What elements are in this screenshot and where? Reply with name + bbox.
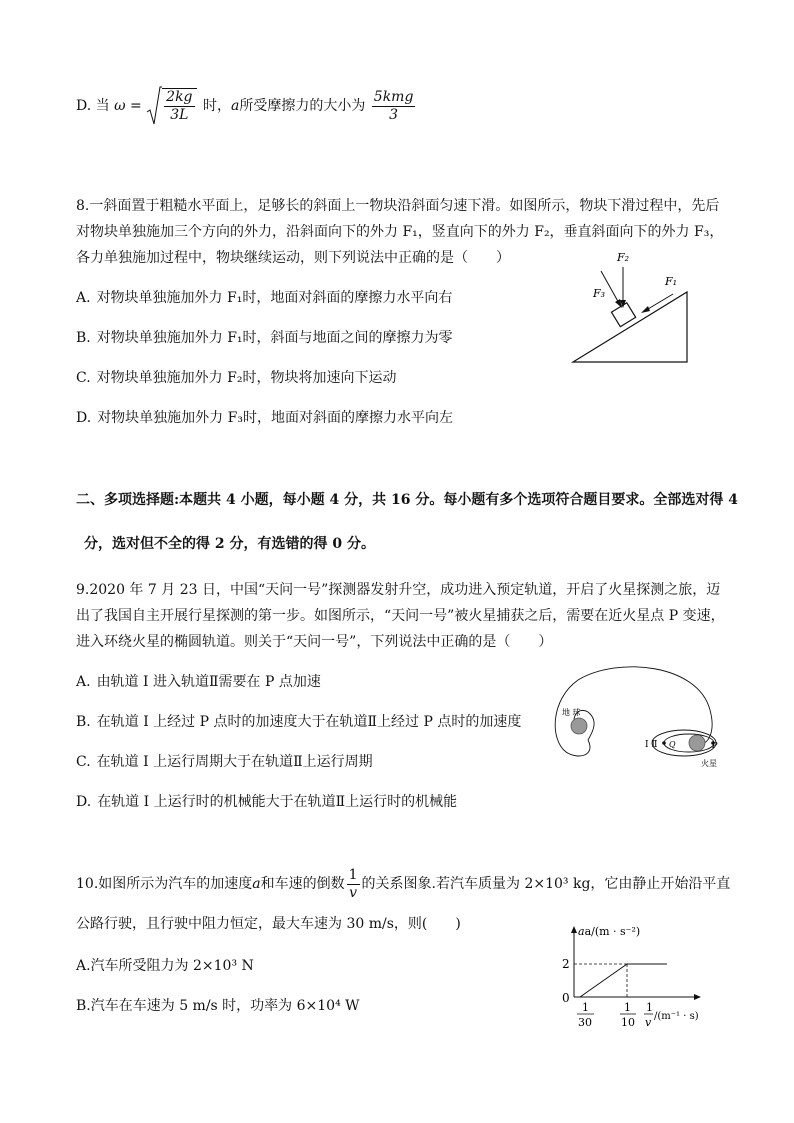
section2-heading-line2: 分，选对但不全的得 2 分，有选错的得 0 分。 (84, 536, 375, 552)
x-tick1-den: 30 (578, 1016, 592, 1029)
y-axis-label: aa/(m · s⁻²) (578, 925, 641, 938)
option-text: 在轨道 I 上运行周期大于在轨道Ⅱ上运行周期 (96, 754, 373, 770)
q8-stem-line1: 8.一斜面置于粗糙水平面上，足够长的斜面上一物块沿斜面匀速下滑。如图所示，物块下滑过程中，先后 (76, 198, 720, 214)
x-label-unit: /(m⁻¹ · s) (654, 1011, 699, 1022)
graph-rising-segment (580, 964, 627, 997)
option-text: 对物块单独施加外力 F₁时，斜面与地面之间的摩擦力为零 (96, 330, 453, 346)
option-label: A. (76, 674, 91, 690)
acceleration-graph (550, 922, 725, 1030)
q8-option-b (76, 328, 453, 348)
x-tick2-num: 1 (624, 1001, 631, 1014)
fraction-denominator: 3 (389, 106, 399, 123)
option-text: 由轨道 I 进入轨道Ⅱ需要在 P 点加速 (96, 674, 321, 690)
q10-text-pre: 10.如图所示为汽车的加速度 (76, 876, 253, 892)
q10-stem-line1 (76, 864, 730, 904)
q10-stem-line2: 公路行驶，且行驶中阻力恒定，最大车速为 30 m/s，则( ) (76, 916, 461, 932)
option-text: 汽车在车速为 5 m/s 时，功率为 6×10⁴ W (90, 998, 360, 1014)
reciprocal-v-fraction (347, 867, 360, 902)
x-tick1-num: 1 (582, 1001, 589, 1014)
option-label: D. (76, 98, 92, 114)
q8-option-a (76, 288, 452, 308)
option-label: B. (76, 330, 91, 346)
q8-stem-line2: 对物块单独施加三个方向的外力，沿斜面向下的外力 F₁，竖直向下的外力 F₂，垂直斜面向下的外力 F₃， (76, 224, 724, 240)
option-text: 在轨道 I 上经过 P 点时的加速度大于在轨道Ⅱ上经过 P 点时的加速度 (96, 714, 522, 730)
fraction-numerator: 1 (348, 866, 358, 883)
option-label: A. (76, 958, 91, 974)
option-text: 汽车所受阻力为 2×10³ N (90, 958, 254, 974)
f2-label: F₂ (617, 251, 630, 264)
q10-option-b (76, 996, 360, 1016)
q9-stem-line1: 9.2020 年 7 月 23 日，中国“天问一号”探测器发射升空，成功进入预定轨道，开启了火星探测之旅，迈 (76, 582, 721, 598)
p-label: P (712, 741, 718, 750)
option-text: 对物块单独施加外力 F₃时，地面对斜面的摩擦力水平向左 (97, 410, 453, 426)
q7-option-d (76, 84, 417, 128)
fraction-denominator: v (349, 884, 358, 901)
y-axis-label-text: a/(m · s⁻²) (584, 925, 641, 938)
x-tick2-den: 10 (621, 1016, 635, 1029)
option-label: C. (76, 754, 91, 770)
option-text: 在轨道 I 上运行时的机械能大于在轨道Ⅱ上运行时的机械能 (97, 794, 458, 810)
q10-text-post: 的关系图象.若汽车质量为 2×10³ kg，它由静止开始沿平直 (361, 876, 731, 892)
sqrt-numerator: 2kg (166, 89, 193, 105)
orbit-labels: I Ⅱ (645, 740, 658, 750)
q10-text-mid: 和车速的倒数 (260, 876, 345, 892)
mars-label: 火星 (701, 759, 717, 768)
y-tick-2: 2 (562, 957, 570, 971)
q-label: Q (669, 740, 676, 749)
option-text: 对物块单独施加外力 F₂时，物块将加速向下运动 (96, 370, 397, 386)
q7d-text-mid: 时， (202, 98, 231, 114)
incline-figure (565, 245, 700, 370)
f1-label: F₁ (665, 275, 678, 288)
x-label-num: 1 (646, 1001, 653, 1014)
section2-heading-line1: 二、多项选择题:本题共 4 小题，每小题 4 分，共 16 分。每小题有多个选项符合题目要求。全部选对得 4 (76, 492, 738, 508)
option-label: B. (76, 998, 91, 1014)
fraction-numerator: 5kmg (373, 88, 414, 105)
origin-label: 0 (562, 991, 570, 1005)
equals-sign: = (129, 98, 142, 114)
earth (571, 718, 587, 734)
x-label-den: v (645, 1016, 652, 1029)
q9-option-c (76, 752, 373, 772)
q9-option-a (76, 672, 321, 692)
q10-option-a (76, 956, 254, 976)
option-label: D. (76, 410, 92, 426)
mars (689, 735, 705, 751)
q9-stem-line2: 出了我国自主开展行星探测的第一步。如图所示，“天问一号”被火星捕获之后，需要在近火星点 P 变速， (76, 608, 725, 624)
q8-option-c (76, 368, 396, 388)
orbit-figure (548, 660, 728, 775)
q7d-text-pre: 当 (95, 98, 110, 114)
sqrt-denominator: 3L (170, 107, 189, 123)
friction-fraction (372, 89, 416, 124)
a-symbol: a (230, 98, 240, 114)
point-q (662, 741, 666, 745)
q8-stem-line3: 各力单独施加过程中，物块继续运动，则下列说法中正确的是（ ） (76, 250, 510, 266)
q9-option-d (76, 792, 457, 812)
f3-label: F₃ (593, 287, 606, 300)
q9-option-b (76, 712, 521, 732)
sqrt-expression (146, 84, 198, 128)
q9-stem-line3: 进入环绕火星的椭圆轨道。则关于“天问一号”，下列说法中正确的是（ ） (76, 634, 553, 650)
option-label: A. (76, 290, 91, 306)
q7d-text-mid2: 所受摩擦力的大小为 (239, 98, 366, 114)
a-symbol: a (252, 876, 261, 892)
option-label: D. (76, 794, 92, 810)
option-text: 对物块单独施加外力 F₁时，地面对斜面的摩擦力水平向右 (96, 290, 453, 306)
q8-option-d (76, 408, 453, 428)
omega-symbol: ω (114, 98, 126, 114)
option-label: C. (76, 370, 91, 386)
option-label: B. (76, 714, 91, 730)
incline-triangle (573, 292, 687, 362)
earth-label: 地 球 (562, 708, 581, 717)
